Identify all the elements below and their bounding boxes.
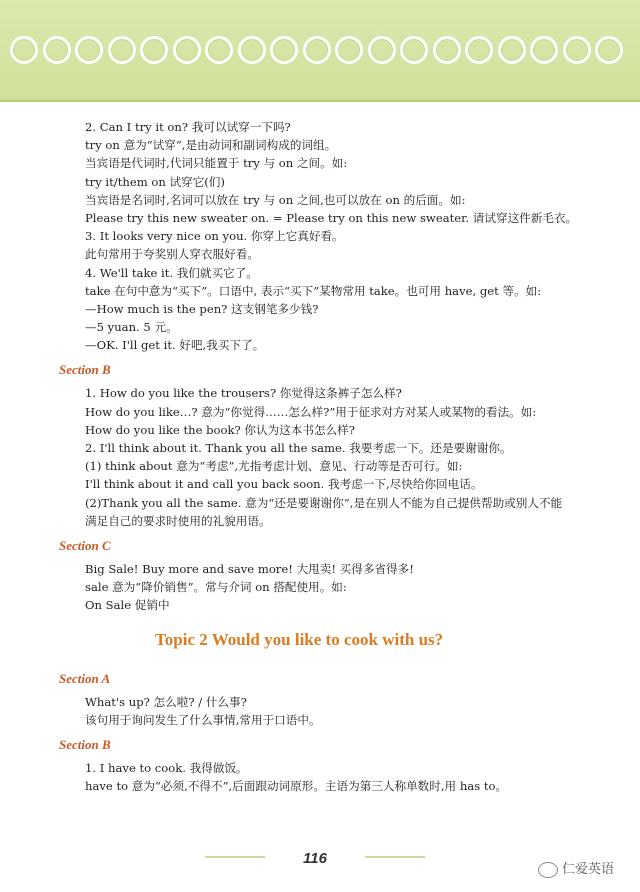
ring-ornament: [108, 36, 136, 64]
watermark-text: 仁爱英语: [562, 862, 615, 877]
ring-ornament: [43, 36, 71, 64]
text-line: 1. I have to cook. 我得做饭。: [85, 760, 248, 775]
text-line: 当宾语是代词时,代词只能置于 try 与 on 之间。如:: [85, 156, 348, 171]
text-line: 满足自己的要求时使用的礼貌用语。: [85, 513, 271, 528]
text-line: 该句用于询问发生了什么事情,常用于口语中。: [85, 712, 321, 727]
text-line: 2. I'll think about it. Thank you all the same. 我要考虑一下。还是要谢谢你。: [85, 441, 512, 455]
text-line: 当宾语是名词时,名词可以放在 try 与 on 之间,也可以放在 on 的后面。如:: [85, 192, 466, 207]
text-line: have to 意为“必须,不得不”,后面跟动词原形。主语为第三人称单数时,用 has to。: [85, 779, 508, 794]
ring-ornament: [433, 36, 461, 64]
text-line: (2)Thank you all the same. 意为“还是要谢谢你”,是在别人不能为自己提供帮助或别人不能: [85, 495, 563, 510]
text-line: On Sale 促销中: [85, 598, 170, 613]
text-line: Big Sale! Buy more and save more! 大甩卖! 买得多省得多!: [85, 561, 414, 576]
ring-ornament: [303, 36, 331, 64]
watermark: [538, 858, 614, 878]
section-heading-a: Section A: [59, 670, 111, 686]
text-line: 1. How do you like the trousers? 你觉得这条裤子怎么样?: [85, 386, 402, 401]
notes-block-2: [85, 384, 605, 530]
page-content: [59, 118, 605, 795]
text-line: 4. We'll take it. 我们就买它了。: [85, 265, 258, 280]
page-header-band: [0, 0, 640, 100]
notes-block-5: [85, 759, 605, 795]
ring-ornament: [205, 36, 233, 64]
text-line: What's up? 怎么啦? / 什么事?: [85, 694, 247, 709]
text-line: 2. Can I try it on? 我可以试穿一下吗?: [85, 120, 291, 134]
ring-ornament: [465, 36, 493, 64]
ring-ornament: [563, 36, 591, 64]
wechat-icon: [538, 862, 558, 878]
text-line: 3. It looks very nice on you. 你穿上它真好看。: [85, 229, 344, 244]
topic-title: Topic 2 Would you like to cook with us?: [155, 629, 444, 649]
ring-decoration: [10, 36, 630, 68]
text-line: 此句常用于夸奖别人穿衣服好看。: [85, 247, 259, 262]
ring-ornament: [238, 36, 266, 64]
text-line: try on 意为“试穿”,是由动词和副词构成的词组。: [85, 138, 337, 153]
text-line: sale 意为“降价销售”。常与介词 on 搭配使用。如:: [85, 580, 347, 595]
ring-ornament: [530, 36, 558, 64]
section-heading-b: Section B: [59, 362, 111, 378]
text-line: I'll think about it and call you back soon. 我考虑一下,尽快给你回电话。: [85, 477, 483, 492]
ring-ornament: [140, 36, 168, 64]
ring-ornament: [10, 36, 38, 64]
text-line: How do you like the book? 你认为这本书怎么样?: [85, 422, 355, 437]
header-divider: [0, 100, 640, 102]
ring-ornament: [595, 36, 623, 64]
page-number-ornament-left: [205, 856, 265, 858]
text-line: (1) think about 意为“考虑”,尤指考虑计划、意见、行动等是否可行。如:: [85, 459, 463, 474]
text-line: take 在句中意为“买下”。口语中, 表示“买下”某物常用 take。也可用 have, get 等。如:: [85, 283, 542, 298]
page-number: 116: [303, 850, 327, 867]
section-heading-c: Section C: [59, 537, 111, 553]
section-heading-b2: Section B: [59, 736, 111, 752]
ring-ornament: [173, 36, 201, 64]
ring-ornament: [75, 36, 103, 64]
text-line: —OK. I'll get it. 好吧,我买下了。: [85, 338, 265, 353]
text-line: —5 yuan. 5 元。: [85, 320, 178, 335]
page-number-ornament-right: [365, 856, 425, 858]
text-line: —How much is the pen? 这支钢笔多少钱?: [85, 301, 319, 316]
text-line: Please try this new sweater on. = Please try on this new sweater. 请试穿这件新毛衣。: [85, 210, 578, 225]
text-line: How do you like…? 意为“你觉得……怎么样?”用于征求对方对某人或某物的看法。如:: [85, 404, 537, 419]
ring-ornament: [335, 36, 363, 64]
ring-ornament: [270, 36, 298, 64]
ring-ornament: [368, 36, 396, 64]
notes-block-3: [85, 560, 605, 615]
notes-block-4: [85, 693, 605, 729]
notes-block-1: [85, 118, 605, 354]
ring-ornament: [498, 36, 526, 64]
text-line: try it/them on 试穿它(们): [85, 174, 225, 189]
ring-ornament: [400, 36, 428, 64]
